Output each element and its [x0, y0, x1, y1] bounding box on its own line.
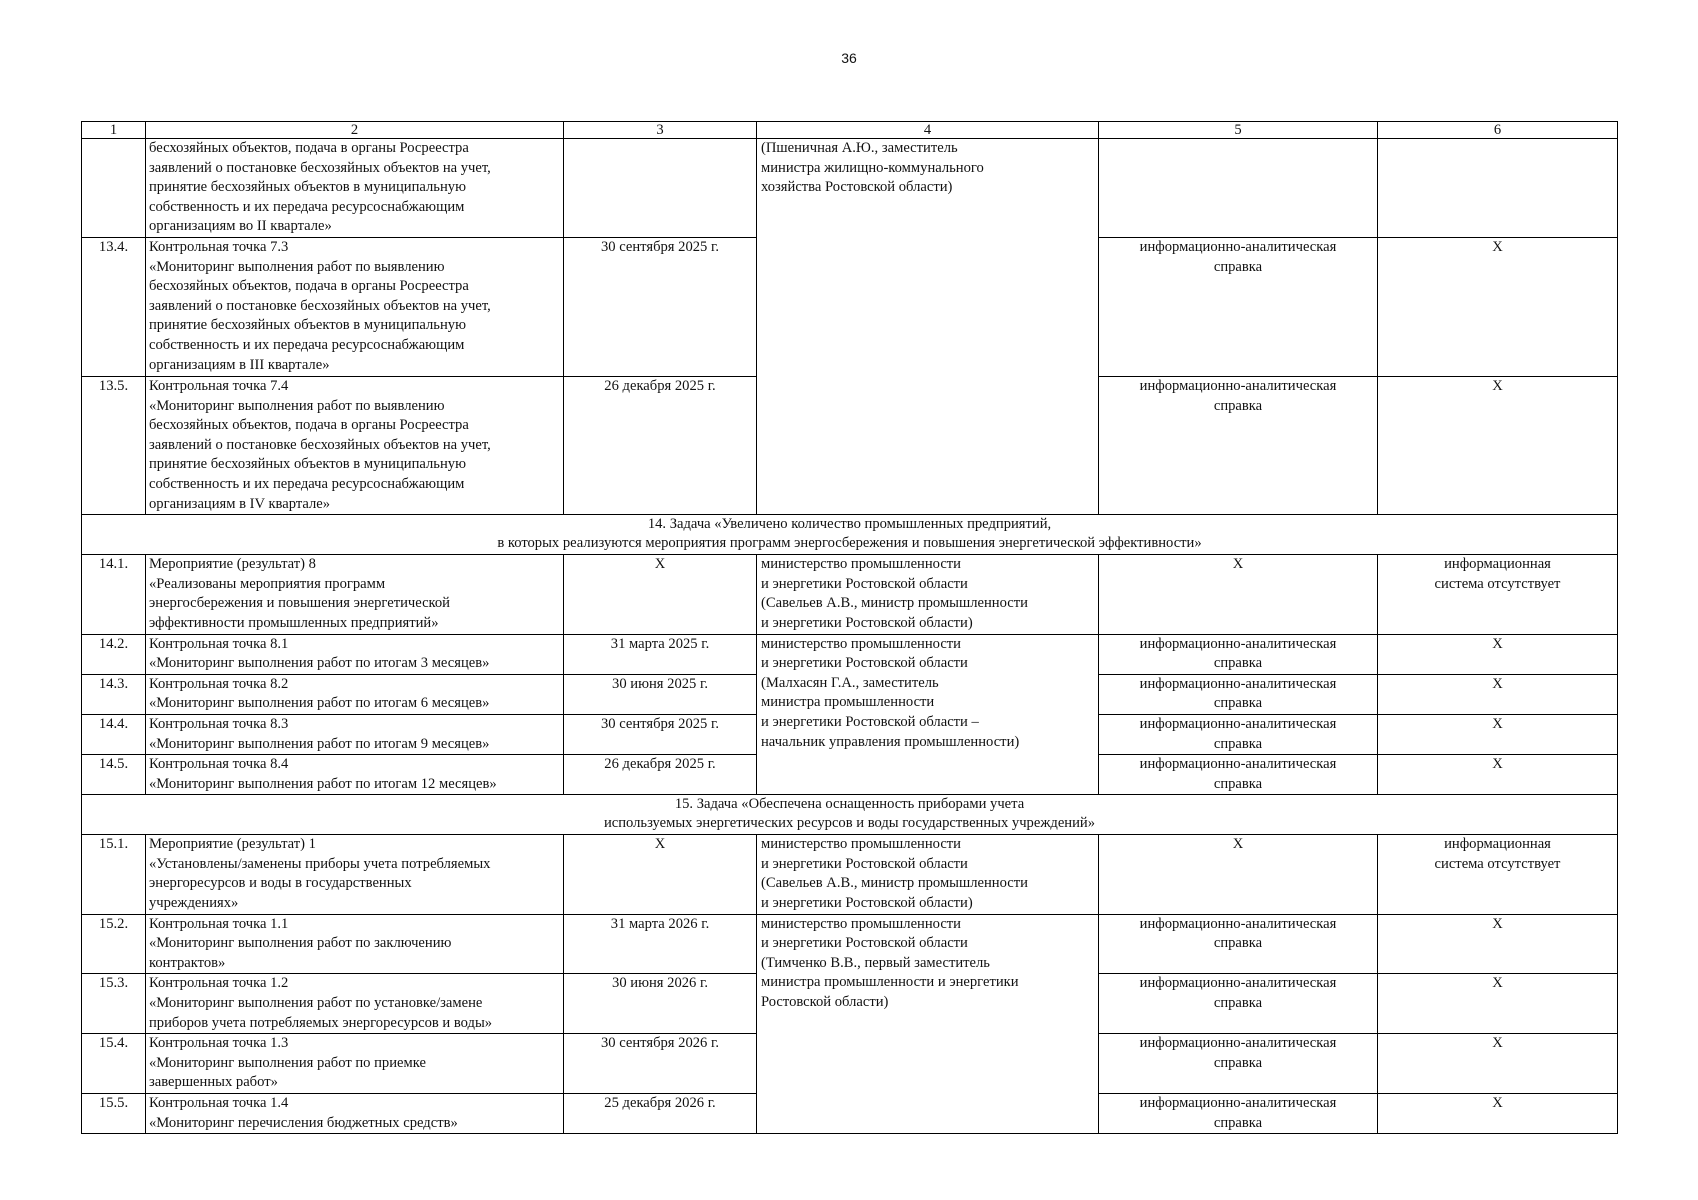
page-number: 36: [841, 50, 857, 66]
row-document: информационно-аналитическая справка: [1099, 1034, 1378, 1094]
row-system: Х: [1378, 238, 1618, 377]
row-number: 14.4.: [82, 714, 146, 754]
row-responsible: министерство промышленности и энергетики Ростовской области (Тимченко В.В., первый заместитель министра промышленности и энергетики Ростовской области): [757, 914, 1099, 1134]
row-description: бесхозяйных объектов, подача в органы Росреестра заявлений о постановке бесхозяйных объектов на учет, принятие бесхозяйных объектов в муниципальную собственность и их передача ресурсоснабжающим организациям во II квартале»: [146, 139, 564, 238]
row-description: Мероприятие (результат) 1 «Установлены/заменены приборы учета потребляемых энергоресурсов и воды в государственных учреждениях»: [146, 835, 564, 914]
row-document: информационно-аналитическая справка: [1099, 714, 1378, 754]
row-document: информационно-аналитическая справка: [1099, 634, 1378, 674]
row-date: 26 декабря 2025 г.: [564, 377, 757, 515]
task-title: 14. Задача «Увеличено количество промышленных предприятий, в которых реализуются мероприятия программ энергосбережения и повышения энергетической эффективности»: [82, 515, 1618, 555]
row-system: Х: [1378, 714, 1618, 754]
row-document: Х: [1099, 835, 1378, 914]
header-cell: 1: [82, 122, 146, 139]
row-date: Х: [564, 835, 757, 914]
row-date: 26 декабря 2025 г.: [564, 755, 757, 795]
row-system: Х: [1378, 674, 1618, 714]
row-description: Контрольная точка 8.3 «Мониторинг выполнения работ по итогам 9 месяцев»: [146, 714, 564, 754]
row-description: Контрольная точка 1.1 «Мониторинг выполнения работ по заключению контрактов»: [146, 914, 564, 974]
row-description: Контрольная точка 7.4 «Мониторинг выполнения работ по выявлению бесхозяйных объектов, подача в органы Росреестра заявлений о постановке бесхозяйных объектов на учет, принятие бесхозяйных объектов в муниципальную собственность и их передача ресурсоснабжающим организациям в IV квартале»: [146, 377, 564, 515]
row-number: 13.4.: [82, 238, 146, 377]
row-document: информационно-аналитическая справка: [1099, 238, 1378, 377]
row-document: информационно-аналитическая справка: [1099, 974, 1378, 1034]
row-system: информационная система отсутствует: [1378, 555, 1618, 634]
row-number: 15.1.: [82, 835, 146, 914]
row-document: информационно-аналитическая справка: [1099, 755, 1378, 795]
row-number: 15.4.: [82, 1034, 146, 1094]
header-cell: 5: [1099, 122, 1378, 139]
row-date: 31 марта 2026 г.: [564, 914, 757, 974]
row-document: [1099, 139, 1378, 238]
table-row: [82, 634, 1618, 674]
row-number: 14.3.: [82, 674, 146, 714]
row-system: Х: [1378, 634, 1618, 674]
row-date: 30 июня 2025 г.: [564, 674, 757, 714]
header-cell: 2: [146, 122, 564, 139]
header-row: [82, 122, 1618, 139]
row-description: Контрольная точка 8.2 «Мониторинг выполнения работ по итогам 6 месяцев»: [146, 674, 564, 714]
row-date: 30 сентября 2026 г.: [564, 1034, 757, 1094]
row-number: [82, 139, 146, 238]
table-row: [82, 835, 1618, 914]
row-date: 30 сентября 2025 г.: [564, 714, 757, 754]
header-cell: 4: [757, 122, 1099, 139]
row-document: информационно-аналитическая справка: [1099, 674, 1378, 714]
row-date: 30 июня 2026 г.: [564, 974, 757, 1034]
row-responsible: (Пшеничная А.Ю., заместитель министра жилищно-коммунального хозяйства Ростовской области): [757, 139, 1099, 515]
row-date: [564, 139, 757, 238]
task-header-row: [82, 795, 1618, 835]
row-number: 15.3.: [82, 974, 146, 1034]
row-document: информационно-аналитическая справка: [1099, 1094, 1378, 1134]
row-description: Контрольная точка 7.3 «Мониторинг выполнения работ по выявлению бесхозяйных объектов, подача в органы Росреестра заявлений о постановке бесхозяйных объектов на учет, принятие бесхозяйных объектов в муниципальную собственность и их передача ресурсоснабжающим организациям в III квартале»: [146, 238, 564, 377]
table-row: [82, 139, 1618, 238]
row-system: Х: [1378, 1094, 1618, 1134]
row-number: 14.2.: [82, 634, 146, 674]
row-number: 15.5.: [82, 1094, 146, 1134]
row-responsible: министерство промышленности и энергетики Ростовской области (Малхасян Г.А., заместитель министра промышленности и энергетики Ростовской области – начальник управления промышленности): [757, 634, 1099, 795]
row-number: 15.2.: [82, 914, 146, 974]
row-system: Х: [1378, 755, 1618, 795]
task-title: 15. Задача «Обеспечена оснащенность приборами учета используемых энергетических ресурсов и воды государственных учреждений»: [82, 795, 1618, 835]
row-description: Контрольная точка 1.2 «Мониторинг выполнения работ по установке/замене приборов учета потребляемых энергоресурсов и воды»: [146, 974, 564, 1034]
header-cell: 3: [564, 122, 757, 139]
row-system: Х: [1378, 377, 1618, 515]
row-responsible: министерство промышленности и энергетики Ростовской области (Савельев А.В., министр промышленности и энергетики Ростовской области): [757, 555, 1099, 634]
row-description: Контрольная точка 1.3 «Мониторинг выполнения работ по приемке завершенных работ»: [146, 1034, 564, 1094]
row-system: Х: [1378, 1034, 1618, 1094]
row-document: информационно-аналитическая справка: [1099, 377, 1378, 515]
row-system: Х: [1378, 914, 1618, 974]
row-system: Х: [1378, 974, 1618, 1034]
row-number: 13.5.: [82, 377, 146, 515]
row-responsible: министерство промышленности и энергетики Ростовской области (Савельев А.В., министр промышленности и энергетики Ростовской области): [757, 835, 1099, 914]
header-cell: 6: [1378, 122, 1618, 139]
row-date: 25 декабря 2026 г.: [564, 1094, 757, 1134]
row-description: Контрольная точка 1.4 «Мониторинг перечисления бюджетных средств»: [146, 1094, 564, 1134]
row-description: Контрольная точка 8.4 «Мониторинг выполнения работ по итогам 12 месяцев»: [146, 755, 564, 795]
row-document: Х: [1099, 555, 1378, 634]
row-system: [1378, 139, 1618, 238]
row-description: Контрольная точка 8.1 «Мониторинг выполнения работ по итогам 3 месяцев»: [146, 634, 564, 674]
row-system: информационная система отсутствует: [1378, 835, 1618, 914]
row-date: 31 марта 2025 г.: [564, 634, 757, 674]
row-number: 14.1.: [82, 555, 146, 634]
row-number: 14.5.: [82, 755, 146, 795]
row-document: информационно-аналитическая справка: [1099, 914, 1378, 974]
row-description: Мероприятие (результат) 8 «Реализованы мероприятия программ энергосбережения и повышения энергетической эффективности промышленных предприятий»: [146, 555, 564, 634]
row-date: Х: [564, 555, 757, 634]
plan-table: [81, 121, 1618, 1134]
table-row: [82, 555, 1618, 634]
row-date: 30 сентября 2025 г.: [564, 238, 757, 377]
table-row: [82, 914, 1618, 974]
task-header-row: [82, 515, 1618, 555]
